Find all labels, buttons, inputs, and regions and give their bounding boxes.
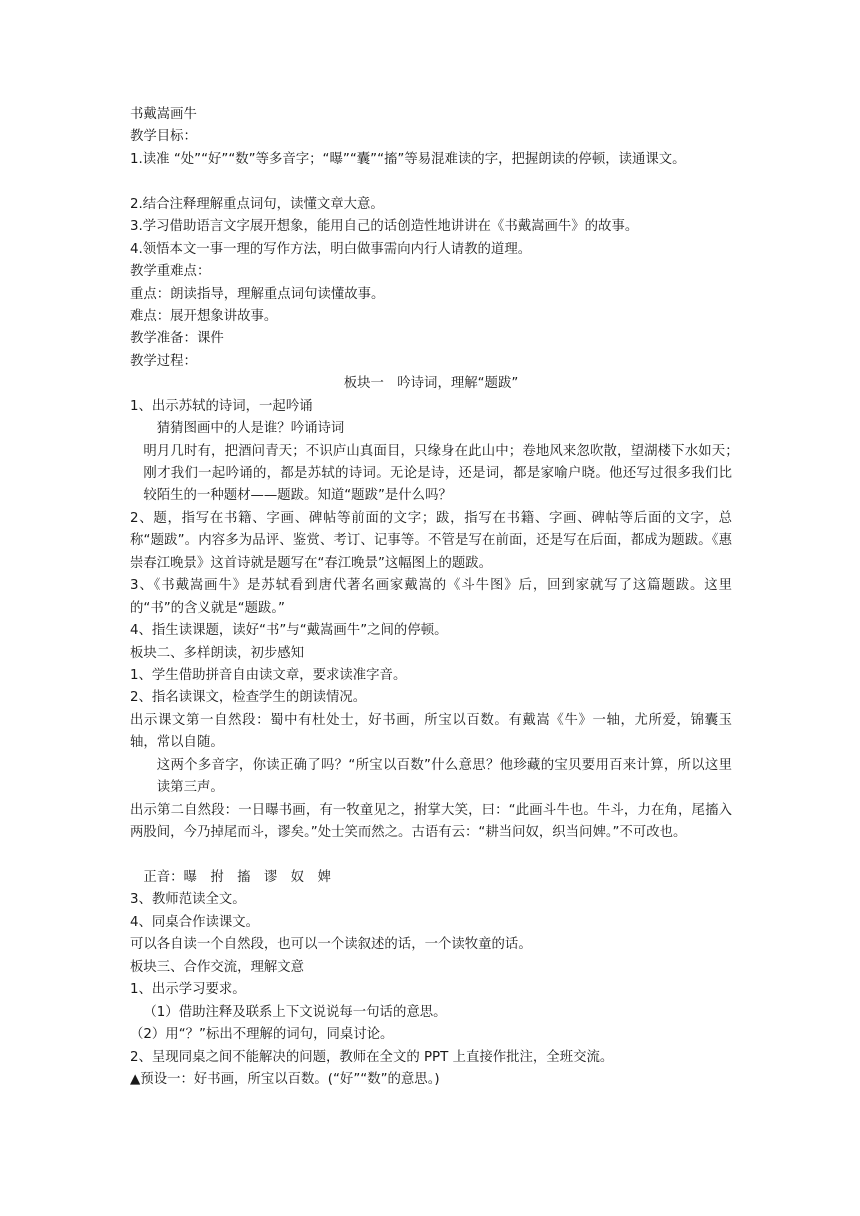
objective-1: 1.读准 “处”“好”“数”等多音字；“曝”“囊”“搐”等易混难读的字，把握朗读的停顿，读通课文。 xyxy=(130,151,686,167)
block3-item-2: （1）借助注释及联系上下文说说每一句话的意思。 xyxy=(143,1004,447,1020)
objective-2: 2.结合注释理解重点词句，读懂文章大意。 xyxy=(130,196,384,212)
block1-item-2: 猜猜图画中的人是谁？吟诵诗词 xyxy=(156,421,345,437)
block2-item-4: 这两个多音字，你读正确了吗？“所宝以百数”什么意思？他珍藏的宝贝要用百来计算，所以这里读第三声。 xyxy=(156,757,732,796)
difficult-point: 难点：展开想象讲故事。 xyxy=(130,308,278,324)
objective-4: 4.领悟本文一事一理的写作方法，明白做事需向内行人请教的道理。 xyxy=(130,241,532,257)
block2-item-1: 1、学生借助拼音自由读文章，要求读准字音。 xyxy=(130,668,407,684)
block3-item-4: 2、呈现同桌之间不能解决的问题，教师在全文的 PPT 上直接作批注，全班交流。 xyxy=(130,1049,614,1065)
block2-item-8: 4、同桌合作读课文。 xyxy=(130,914,260,930)
block3-title: 板块三、合作交流，理解文意 xyxy=(130,959,305,975)
objective-3: 3.学习借助语言文字展开想象，能用自己的话创造性地讲讲在《书戴嵩画牛》的故事。 xyxy=(130,219,639,235)
objectives-heading: 教学目标： xyxy=(130,129,197,145)
block2-item-7: 3、教师范读全文。 xyxy=(130,892,246,908)
block1-item-5: 3、《书戴嵩画牛》是苏轼看到唐代著名画家戴嵩的《斗牛图》后，回到家就写了这篇题跋。这里的“书”的含义就是“题跋。” xyxy=(130,578,732,616)
document-title: 书戴嵩画牛 xyxy=(130,107,197,122)
block2-item-5: 出示第二自然段：一日曝书画，有一牧童见之，拊掌大笑，曰：“此画斗牛也。牛斗，力在角，尾搐入两股间，今乃掉尾而斗，谬矣。”处士笑而然之。古语有云：“耕当问奴，织当问婢。”不可改也。 xyxy=(130,802,732,841)
block2-item-6: 正音：曝 拊 搐 谬 奴 婢 xyxy=(143,870,331,886)
key-point: 重点：朗读指导，理解重点词句读懂故事。 xyxy=(130,286,385,302)
block2-item-9: 可以各自读一个自然段，也可以一个读叙述的话，一个读牧童的话。 xyxy=(130,937,532,953)
block2-item-2: 2、指名读课文，检查学生的朗读情况。 xyxy=(130,690,367,706)
block1-item-6: 4、指生读课题，读好“书”与“戴嵩画牛”之间的停顿。 xyxy=(130,623,448,639)
process-heading: 教学过程： xyxy=(130,353,197,369)
block1-title: 板块一 吟诗词，理解“题跋” xyxy=(343,376,519,392)
block2-item-3: 出示课文第一自然段：蜀中有杜处士，好书画，所宝以百数。有戴嵩《牛》一轴，尤所爱，锦囊玉轴，常以自随。 xyxy=(130,712,732,751)
document-page xyxy=(130,104,746,1091)
block3-item-3: （2）用“？”标出不理解的词句，同桌讨论。 xyxy=(130,1027,394,1043)
teaching-preparation: 教学准备：课件 xyxy=(130,331,224,347)
key-points-heading: 教学重难点： xyxy=(130,264,211,280)
block1-item-3: 明月几时有，把酒问青天；不识庐山真面目，只缘身在此山中；卷地风来忽吹散，望湖楼下水如天； 刚才我们一起吟诵的，都是苏轼的诗词。无论是诗，还是词，都是家喻户晓。他还写过很多我们比较陌生的一种题材——题跋。知道“题跋”是什么吗？ xyxy=(143,443,746,504)
block1-item-1: 1、出示苏轼的诗词，一起吟诵 xyxy=(130,398,313,414)
block1-item-4: 2、题，指写在书籍、字画、碑帖等前面的文字；跋，指写在书籍、字画、碑帖等后面的文字，总称“题跋”。内容多为品评、鉴赏、考订、记事等。不管是写在前面，还是写在后面，都成为题跋。《惠崇春江晚景》这首诗就是题写在“春江晚景”这幅图上的题跋。 xyxy=(130,510,732,571)
block3-item-1: 1、出示学习要求。 xyxy=(130,982,246,998)
block3-item-5: ▲预设一：好书画，所宝以百数。(“好”“数”的意思。) xyxy=(130,1071,440,1087)
block2-title: 板块二、多样朗读，初步感知 xyxy=(130,645,305,661)
